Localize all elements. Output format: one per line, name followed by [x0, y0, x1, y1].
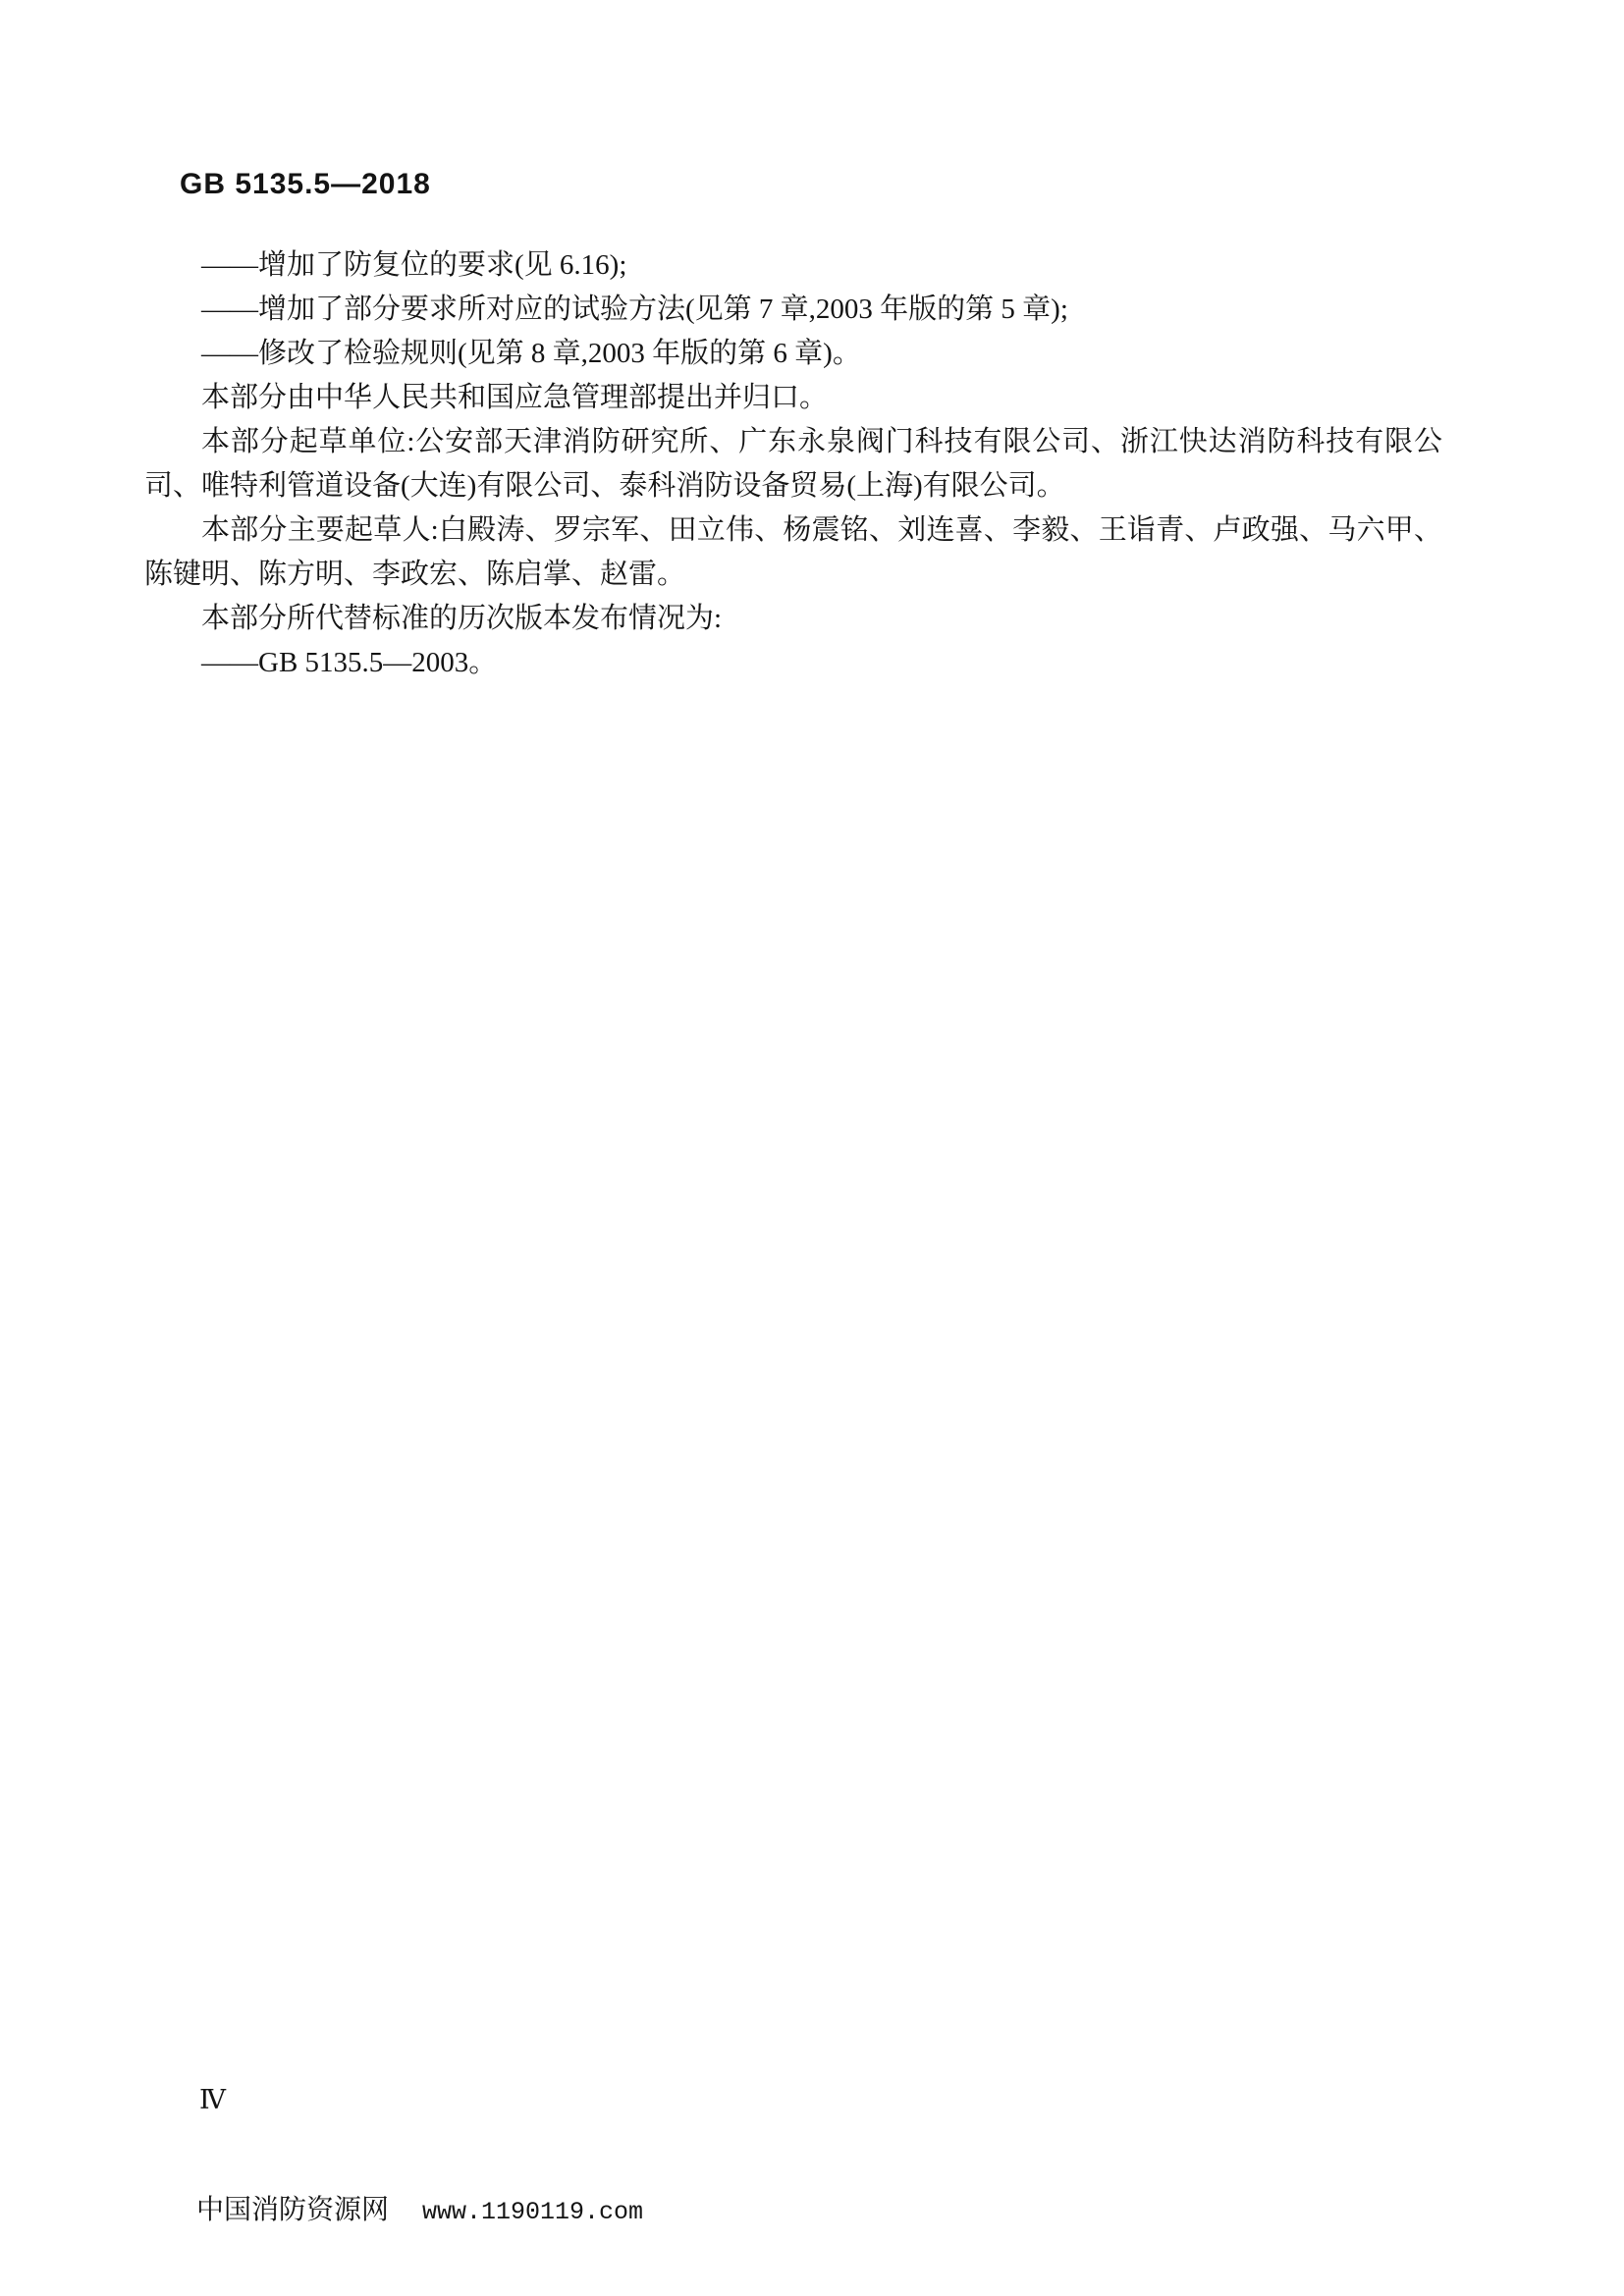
paragraph: 本部分主要起草人:白殿涛、罗宗军、田立伟、杨震铭、刘连喜、李毅、王诣青、卢政强、马六甲、陈键明、陈方明、李政宏、陈启掌、赵雷。: [144, 514, 1442, 590]
paragraph: ——增加了防复位的要求(见 6.16);: [201, 249, 627, 281]
paragraph: ——GB 5135.5—2003。: [201, 647, 498, 678]
watermark-footer: [196, 2193, 643, 2230]
paragraph: 本部分起草单位:公安部天津消防研究所、广东永泉阀门科技有限公司、浙江快达消防科技有限公司、唯特利管道设备(大连)有限公司、泰科消防设备贸易(上海)有限公司。: [144, 426, 1442, 502]
paragraph: 本部分所代替标准的历次版本发布情况为:: [201, 603, 723, 634]
paragraph: ——修改了检验规则(见第 8 章,2003 年版的第 6 章)。: [201, 338, 861, 369]
watermark-site-name: 中国消防资源网: [196, 2195, 390, 2225]
watermark-site-url: www.1190119.com: [422, 2198, 644, 2226]
body-paragraphs: [144, 243, 1442, 685]
paragraph: 本部分由中华人民共和国应急管理部提出并归口。: [201, 382, 829, 413]
standard-number: GB 5135.5—2018: [180, 168, 431, 200]
paragraph: ——增加了部分要求所对应的试验方法(见第 7 章,2003 年版的第 5 章);: [201, 294, 1068, 325]
page-number: Ⅳ: [199, 2085, 226, 2114]
